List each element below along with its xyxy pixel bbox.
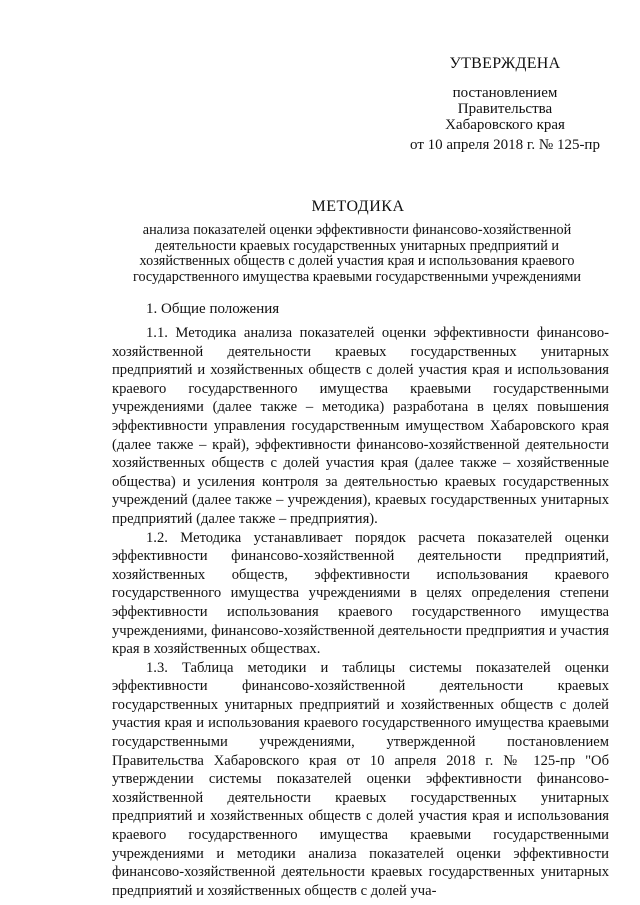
approval-line-3: Хабаровского края: [445, 117, 565, 133]
section-heading: 1. Общие положения: [146, 301, 280, 317]
document-title: МЕТОДИКА: [311, 198, 405, 215]
approval-stamp: [400, 56, 610, 153]
approval-title: УТВЕРЖДЕНА: [449, 55, 561, 72]
paragraph-1-3: 1.3. Таблица методики и таблицы системы показателей оценки эффективности финансово-хозяйственной деятельности краевых государственных унитарных предприятий и хозяйственных обществ с долей участия края и использования краевого государственного имущества краевыми государственными учреждениями, утвержденной постановлением Правительства Хабаровского края от 10 апреля 2018 г. № 125-пр "Об утверждении системы показателей оценки эффективности финансово-хозяйственной деятельности краевых государственных унитарных предприятий и хозяйственных обществ с долей участия края и использования краевого государственного имущества краевыми государственными учреждениями и методики анализа показателей оценки эффективности финансово-хозяйственной деятельности краевых государственных унитарных предприятий и хозяйственных обществ с долей уча-: [112, 659, 609, 899]
approval-date: от 10 апреля 2018 г. № 125-пр: [410, 137, 600, 153]
approval-line-2: Правительства: [457, 101, 553, 117]
document-subtitle: анализа показателей оценки эффективности финансово-хозяйственной деятельности краевых государственных унитарных предприятий и хозяйственных обществ с долей участия края и использования краевого государственного имущества краевыми государственными учреждениями: [133, 222, 581, 285]
approval-line-1: постановлением: [452, 85, 558, 101]
paragraph-1-2: 1.2. Методика устанавливает порядок расчета показателей оценки эффективности финансово-хозяйственной деятельности предприятий, хозяйственных обществ, эффективности использования краевого государственного имущества учреждениями в целях определения степени эффективности использования краевого государственного имущества учреждениями, финансово-хозяйственной деятельности предприятия и участия края в хозяйственных обществах.: [112, 529, 609, 658]
section-body: [112, 324, 609, 900]
paragraph-1-1: 1.1. Методика анализа показателей оценки эффективности финансово-хозяйственной деятельности краевых государственных унитарных предприятий и хозяйственных обществ с долей участия края и использования краевого государственного имущества краевыми государственными учреждениями (далее также – методика) разработана в целях повышения эффективности управления государственным имуществом Хабаровского края (далее также – край), эффективности финансово-хозяйственной деятельности хозяйственных обществ с долей участия края (далее также – хозяйственные общества) и усиления контроля за деятельностью краевых государственных учреждений (далее также – учреждения), краевых государственных унитарных предприятий (далее также – предприятия).: [112, 325, 609, 527]
